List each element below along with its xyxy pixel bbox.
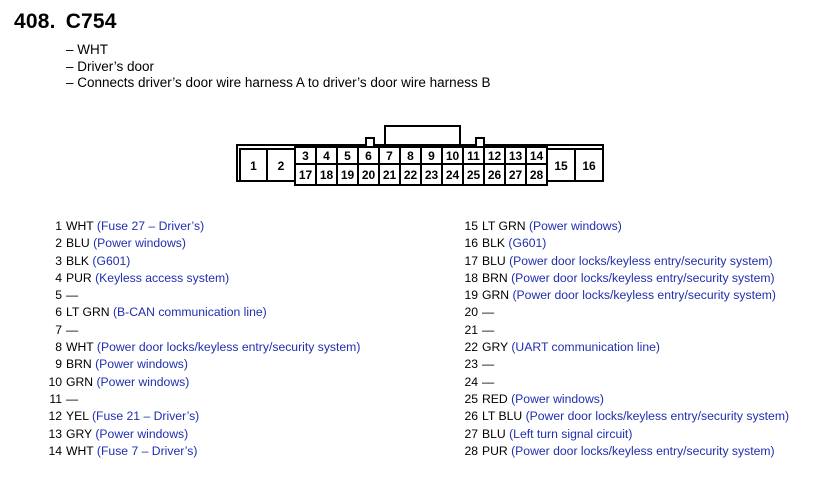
pin-number: 25 — [464, 391, 478, 406]
connector-id: C754 — [65, 10, 117, 33]
circuit-function: (Fuse 21 – Driver’s) — [88, 409, 200, 424]
pin-row — [436, 304, 789, 321]
pin-row — [436, 356, 789, 373]
pin-number: 1 — [55, 219, 62, 233]
pin-number: 17 — [464, 253, 478, 268]
section-number: 408. — [14, 10, 56, 33]
wire-color: BLU — [482, 426, 506, 441]
pin-row — [436, 426, 789, 443]
wire-color: WHT — [66, 340, 94, 355]
wire-color: LT GRN — [482, 219, 526, 233]
cavity-label: 15 — [554, 159, 568, 173]
cavity-label: 7 — [386, 149, 393, 163]
wire-color: — — [66, 288, 79, 303]
pin-list-left — [20, 218, 360, 460]
wire-color: YEL — [66, 409, 89, 424]
circuit-function: (Power door locks/keyless entry/security system) — [505, 253, 773, 268]
circuit-function: (UART communication line) — [507, 340, 660, 355]
wire-color: — — [482, 322, 495, 337]
circuit-function: (Power windows) — [525, 219, 622, 233]
pin-row — [436, 287, 789, 304]
circuit-function: (Power windows) — [91, 426, 189, 441]
pin-row — [20, 253, 360, 270]
cavity-label: 21 — [382, 168, 397, 182]
wire-color: GRN — [66, 374, 94, 389]
wire-color: BRN — [66, 357, 92, 372]
pin-row — [20, 356, 360, 373]
pin-row — [20, 235, 360, 252]
circuit-function: (Power door locks/keyless entry/security system) — [507, 443, 775, 458]
pin-number: 8 — [55, 340, 62, 355]
circuit-function: (Keyless access system) — [91, 270, 230, 285]
pin-row — [20, 287, 360, 304]
circuit-function: (Left turn signal circuit) — [505, 426, 633, 441]
wire-color: GRN — [482, 288, 510, 303]
circuit-function: (Power windows) — [507, 391, 604, 406]
wire-color: LT BLU — [482, 409, 523, 424]
pin-row — [20, 339, 360, 356]
wire-color: — — [482, 305, 495, 320]
cavity-label: 5 — [344, 149, 351, 163]
pin-number: 23 — [464, 357, 478, 372]
pin-number: 16 — [464, 236, 478, 251]
detail-connection: – Connects driver’s door wire harness A to driver’s door wire harness B — [66, 75, 491, 90]
pin-number: 9 — [55, 357, 62, 372]
pin-number: 21 — [464, 322, 478, 337]
cavity-label: 8 — [407, 149, 414, 163]
pin-row — [436, 218, 789, 235]
pin-number: 2 — [55, 236, 62, 251]
cavity-label: 16 — [582, 159, 596, 173]
wire-color: BLU — [66, 236, 90, 251]
wire-color: WHT — [66, 219, 94, 233]
wire-color: PUR — [66, 270, 92, 285]
circuit-function: (Power door locks/keyless entry/security system) — [93, 340, 361, 355]
circuit-function: (Power windows) — [93, 374, 190, 389]
pin-number: 24 — [464, 374, 478, 389]
pin-number: 10 — [48, 374, 62, 389]
pin-number: 3 — [55, 253, 62, 268]
pin-row — [436, 235, 789, 252]
circuit-function: (G601) — [89, 253, 131, 268]
pin-row — [20, 443, 360, 460]
pin-row — [20, 218, 360, 235]
cavity-label: 28 — [529, 168, 544, 182]
cavity-label: 9 — [428, 149, 435, 163]
pin-row — [20, 408, 360, 425]
pin-row — [20, 304, 360, 321]
pin-number: 28 — [464, 443, 478, 458]
pin-row — [436, 374, 789, 391]
pin-number: 6 — [55, 305, 62, 320]
pin-row — [20, 322, 360, 339]
detail-location: – Driver’s door — [66, 58, 155, 74]
circuit-function: (Power windows) — [91, 357, 188, 372]
pin-number: 18 — [464, 270, 478, 285]
cavity-label: 3 — [302, 149, 309, 163]
circuit-function: (Power door locks/keyless entry/security system) — [507, 270, 775, 285]
pin-row — [436, 408, 789, 425]
cavity-label: 17 — [298, 168, 313, 182]
pin-number: 12 — [48, 409, 62, 424]
pin-number: 5 — [55, 288, 62, 303]
pin-row — [20, 270, 360, 287]
pin-number: 4 — [55, 270, 62, 285]
cavity-label: 20 — [361, 168, 376, 182]
wire-color: WHT — [66, 443, 94, 458]
cavity-label: 1 — [250, 159, 257, 173]
cavity-label: 6 — [365, 149, 372, 163]
cavity-label: 4 — [323, 149, 330, 163]
pin-row — [436, 270, 789, 287]
cavity-label: 11 — [467, 149, 480, 163]
circuit-function: (Power door locks/keyless entry/security system) — [522, 409, 790, 424]
cavity-label: 13 — [508, 149, 523, 163]
connector-cavities — [240, 147, 603, 185]
cavity-label: 10 — [445, 149, 460, 163]
circuit-function: (Fuse 27 – Driver’s) — [93, 219, 205, 233]
wire-color: BRN — [482, 270, 508, 285]
wire-color: GRY — [66, 426, 92, 441]
wire-color: RED — [482, 391, 508, 406]
pin-row — [436, 443, 789, 460]
circuit-function: (Power windows) — [89, 236, 186, 251]
wire-color: — — [482, 374, 495, 389]
wire-color: — — [66, 391, 79, 406]
cavity-label: 26 — [487, 168, 502, 182]
pin-number: 19 — [464, 288, 478, 303]
circuit-function: (Fuse 7 – Driver’s) — [93, 443, 198, 458]
pin-number: 22 — [464, 340, 478, 355]
cavity-label: 25 — [466, 168, 481, 182]
pin-row — [436, 339, 789, 356]
cavity-label: 2 — [277, 159, 285, 173]
pin-number: 20 — [464, 305, 478, 320]
pin-number: 14 — [48, 443, 62, 458]
wire-color: — — [482, 357, 495, 372]
wire-color: PUR — [482, 443, 508, 458]
cavity-label: 24 — [445, 168, 460, 182]
wire-color: BLK — [482, 236, 506, 251]
cavity-label: 18 — [319, 168, 334, 182]
pin-number: 26 — [464, 409, 478, 424]
cavity-label: 12 — [487, 149, 502, 163]
cavity-label: 22 — [403, 168, 418, 182]
wire-color: BLU — [482, 253, 506, 268]
wire-color: BLK — [66, 253, 90, 268]
pin-row — [20, 426, 360, 443]
detail-color: – WHT — [66, 42, 108, 57]
wire-color: LT GRN — [66, 305, 110, 320]
cavity-label: 23 — [424, 168, 439, 182]
pin-row — [20, 374, 360, 391]
pin-row — [436, 391, 789, 408]
pin-row — [436, 253, 789, 270]
pin-number: 7 — [55, 322, 62, 337]
pin-number: 13 — [48, 426, 62, 441]
pin-number: 11 — [49, 391, 62, 406]
connector-latch — [385, 126, 460, 145]
pin-list-right — [436, 218, 789, 460]
pin-row — [436, 322, 789, 339]
cavity-label: 27 — [508, 168, 523, 182]
wire-color: GRY — [482, 340, 508, 355]
pin-number: 15 — [464, 219, 478, 233]
wire-color: — — [66, 322, 79, 337]
cavity-label: 19 — [340, 168, 355, 182]
circuit-function: (Power door locks/keyless entry/security system) — [509, 288, 776, 303]
pin-number: 27 — [464, 426, 478, 441]
circuit-function: (B-CAN communication line) — [109, 305, 267, 320]
circuit-function: (G601) — [505, 236, 547, 251]
pin-row — [20, 391, 360, 408]
cavity-label: 14 — [529, 149, 544, 163]
